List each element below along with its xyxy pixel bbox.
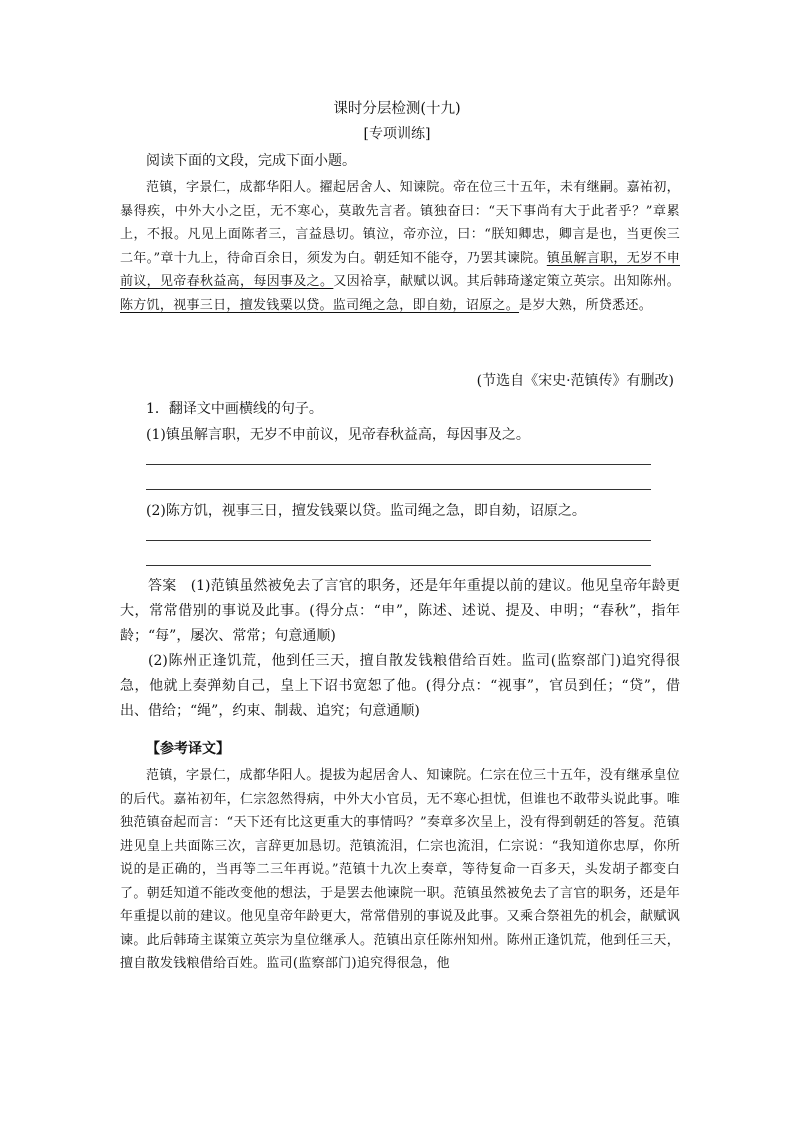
answer-line xyxy=(146,565,651,566)
question-stem: 1．翻译文中画横线的句子。 xyxy=(146,401,323,417)
reading-instruction: 阅读下面的文段，完成下面小题。 xyxy=(146,153,356,169)
translation-text: 范镇，字景仁，成都华阳人。提拔为起居舍人、知谏院。仁宗在位三十五年，没有继承皇位的后代。嘉祐初年，仁宗忽然得病，中外大小官员，无不寒心担忧，但谁也不敢带头说此事。唯独范镇奋起而言：“天下还有比这更重大的事情吗？”奏章多次呈上，没有得到朝廷的答复。范镇进见皇上共面陈三次，言辞更加恳切。范镇流泪，仁宗也流泪，仁宗说：“我知道你忠厚，你所说的是正确的，当再等二三年再说。”范镇十九次上奏章，等待复命一百多天，头发胡子都变白了。朝廷知道不能改变他的想法，于是罢去他谏院一职。范镇虽然被免去了言官的职务，还是年年重提以前的建议。他见皇帝年龄更大，常常借别的事说及此事。又乘合祭祖先的机会，献赋讽谏。此后韩琦主谋策立英宗为皇位继承人。范镇出京任陈州知州。陈州正逢饥荒，他到任三天，擅自散发钱粮借给百姓。监司(监察部门)追究得很急，他 xyxy=(120,768,680,971)
question-sub-1: (1)镇虽解言职，无岁不申前议，见帝春秋益高，每因事及之。 xyxy=(146,427,530,443)
answer-section xyxy=(120,574,680,724)
answer-line xyxy=(146,489,651,490)
passage-text: 范镇，字景仁，成都华阳人。擢起居舍人、知谏院。帝在位三十五年，未有继嗣。嘉祐初，暴得疾，中外大小之臣，无不寒心，莫敢先言者。镇独奋曰：“天下事尚有大于此者乎？”章累上，不报。凡见上面陈者三，言益恳切。镇泣，帝亦泣，曰：“朕知卿忠，卿言是也，当更俟三二年。”章十九上，待命百余日，须发为白。朝廷知不能夺，乃罢其谏院。 xyxy=(120,180,680,266)
answer-1-text: (1)范镇虽然被免去了言官的职务，还是年年重提以前的建议。他见皇帝年龄更大，常常借别的事说及此事。(得分点：“申”，陈述、述说、提及、申明；“春秋”，指年龄；“每”，屡次、常常；句意通顺) xyxy=(120,578,680,644)
reference-translation xyxy=(120,764,680,976)
passage-source: (节选自《宋史·范镇传》有删改) xyxy=(476,373,674,389)
answer-label: 答案 xyxy=(148,578,177,594)
question-sub-2: (2)陈方饥，视事三日，擅发钱粟以贷。监司绳之急，即自劾，诏原之。 xyxy=(146,503,586,519)
passage-text: 是岁大熟，所贷悉还。 xyxy=(519,297,653,313)
answer-2: (2)陈州正逢饥荒，他到任三天，擅自散发钱粮借给百姓。监司(监察部门)追究得很急，他就上奏弹劾自己，皇上下诏书宽恕了他。(得分点：“视事”，官员到任；“贷”，借出、借给；“绳”，约束、制裁、追究；句意通顺) xyxy=(120,653,680,719)
answer-line xyxy=(146,540,651,541)
underlined-sentence-1: 镇虽解言职，无岁不申前议，见帝春秋益高，每因事及之。 xyxy=(120,250,680,289)
reference-heading: 【参考译文】 xyxy=(146,741,230,757)
answer-line xyxy=(146,464,651,465)
answer-1 xyxy=(120,574,680,649)
page-subtitle: [专项训练] xyxy=(363,126,431,142)
classical-passage xyxy=(120,176,680,317)
page-title: 课时分层检测(十九) xyxy=(333,101,461,117)
underlined-sentence-2: 陈方饥，视事三日，擅发钱粟以贷。监司绳之急，即自劾，诏原之。 xyxy=(120,297,520,313)
passage-text: 又因祫享，献赋以讽。其后韩琦遂定策立英宗。出知陈州。 xyxy=(333,274,680,289)
passage-paragraph xyxy=(120,176,680,317)
